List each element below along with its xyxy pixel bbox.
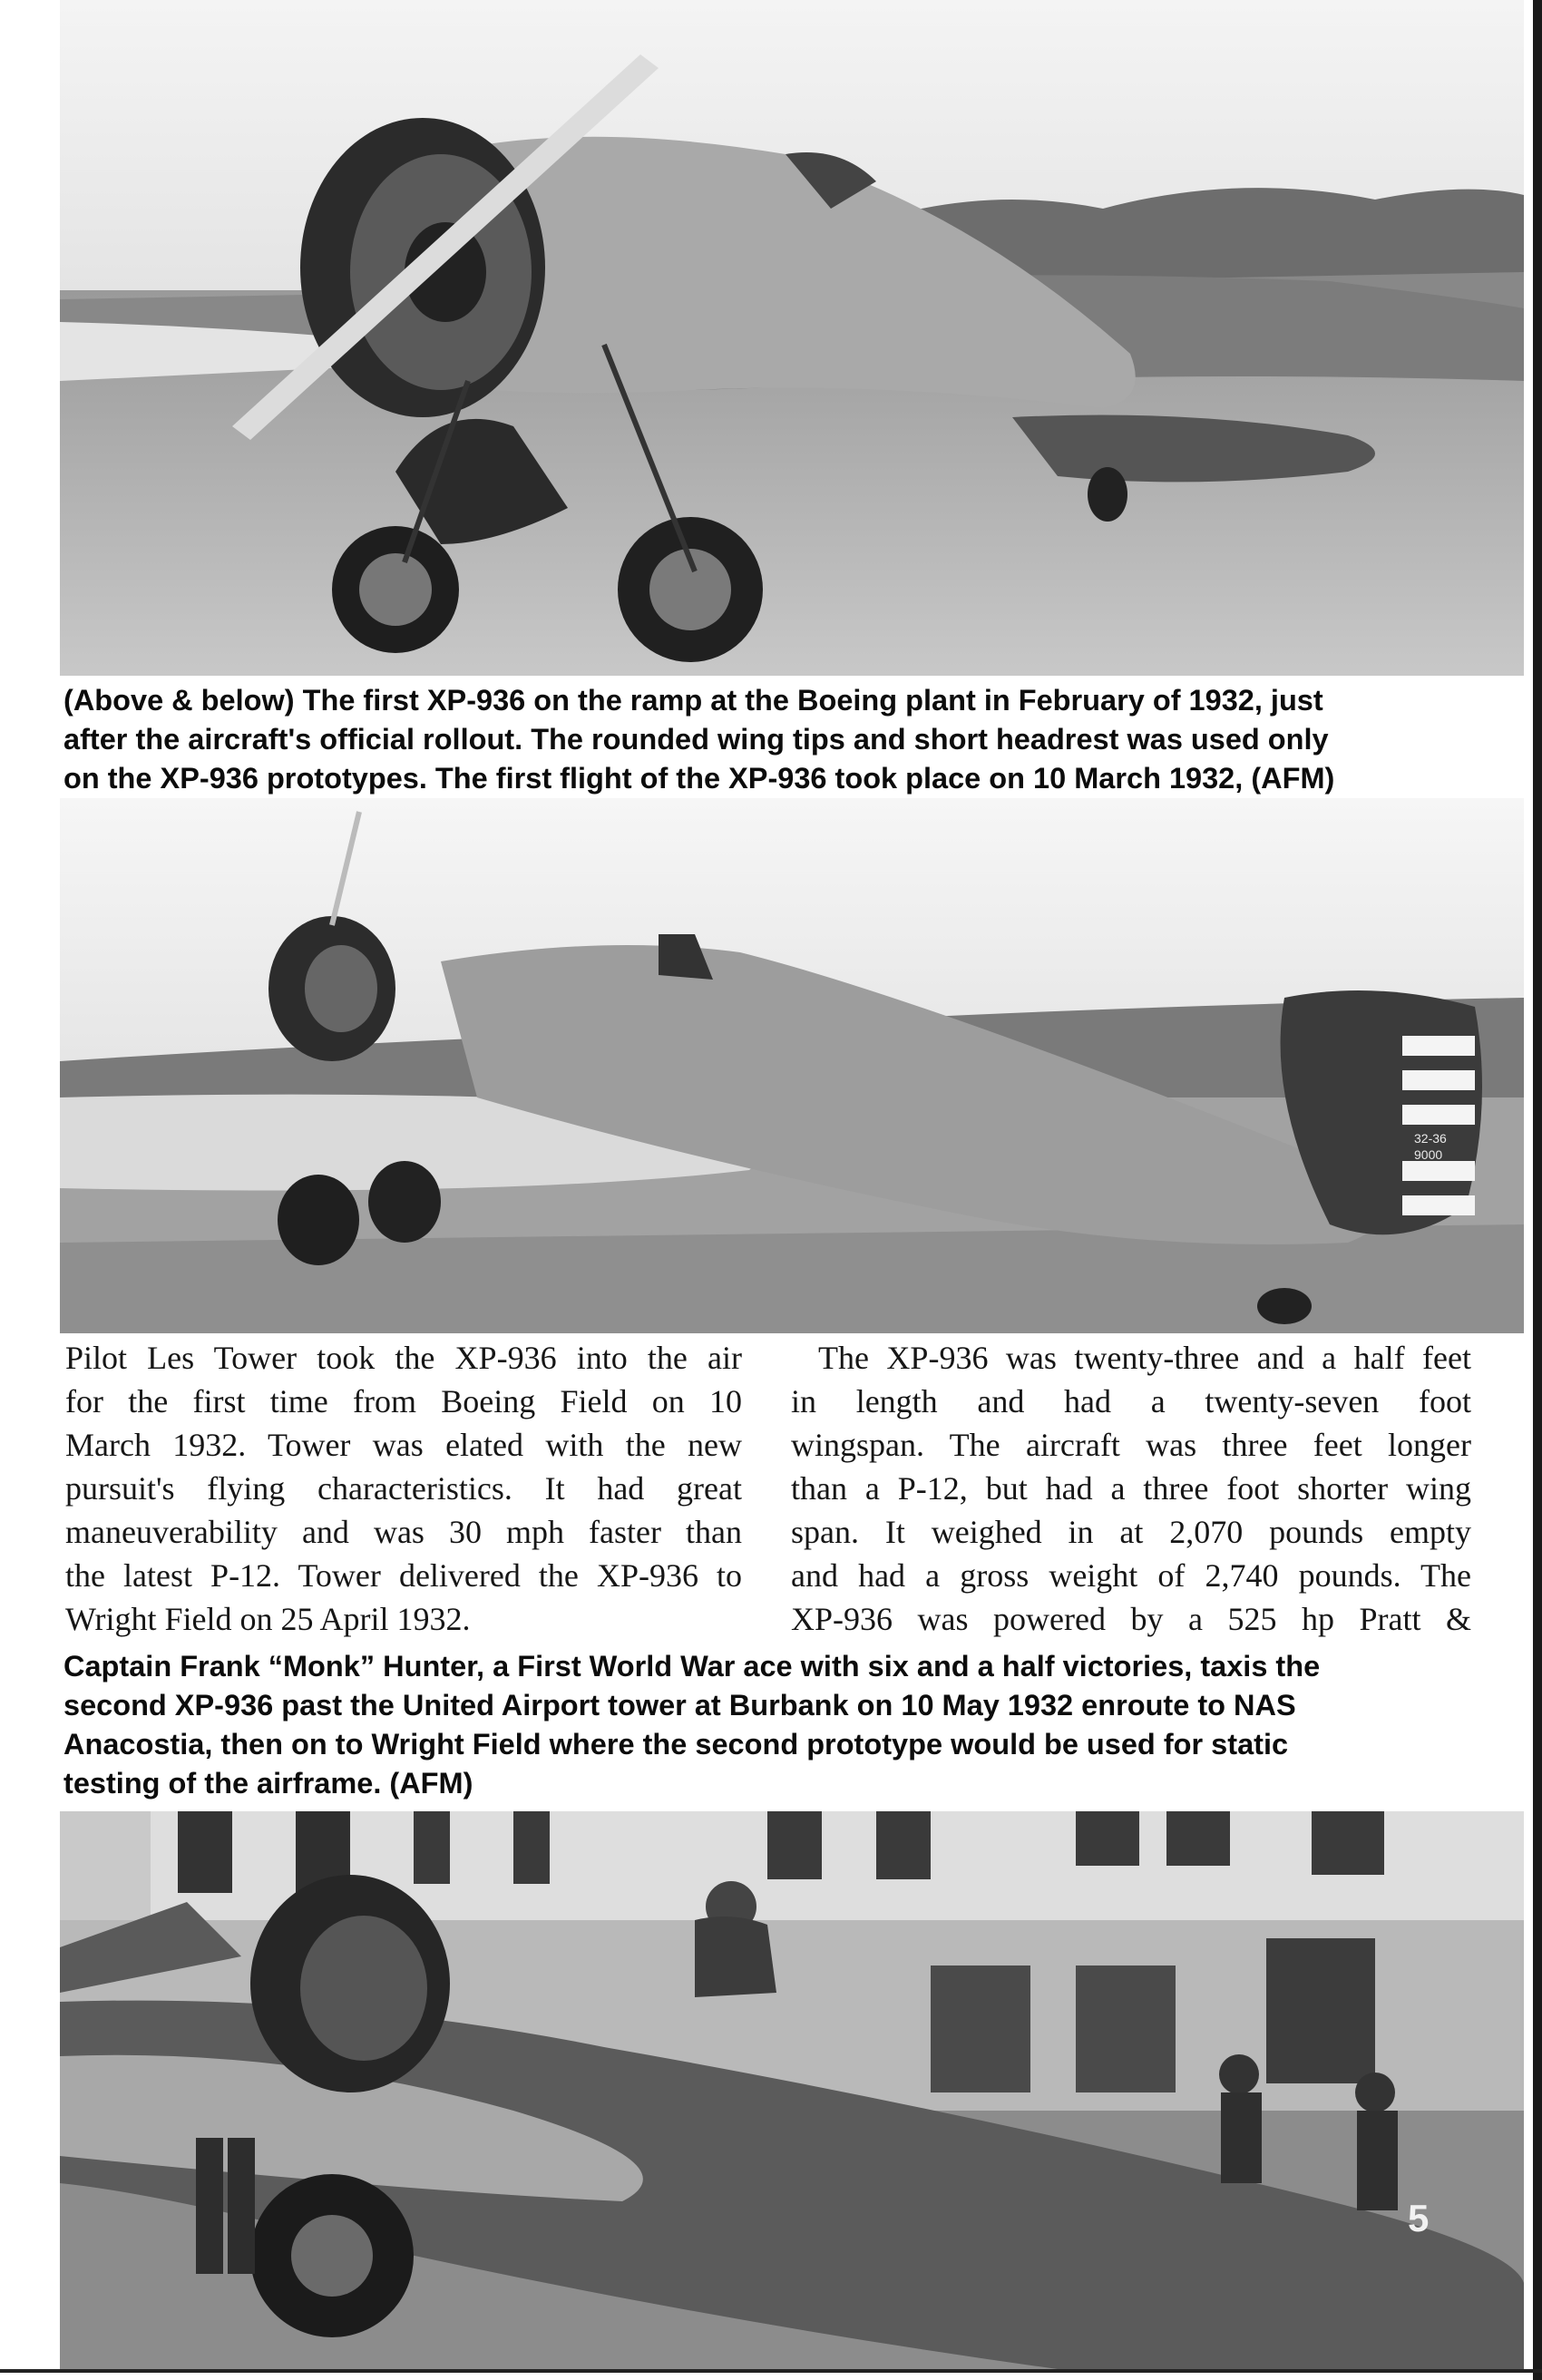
body-line: The XP-936 was twenty-three and a half feet [818,1340,1471,1376]
photo-xp936-taxiing [60,1811,1524,2369]
body-text-left [65,1336,742,1641]
caption-top-line: after the aircraft's official rollout. The rounded wing tips and short headrest was used only [63,723,1329,756]
body-line: wingspan. The aircraft was three feet longer [791,1427,1471,1463]
airplane-photo-icon [60,0,1524,676]
body-line: maneuverability and was 30 mph faster than [65,1514,742,1550]
body-line: Wright Field on 25 April 1932. [65,1601,471,1637]
page-edge [1533,0,1542,2380]
tail-serial-2: 9000 [1414,1147,1443,1162]
body-line: XP-936 was powered by a 525 hp Pratt & [791,1601,1471,1637]
caption-bottom [63,1647,1469,1803]
page-number: 5 [1408,2197,1430,2239]
body-line: the latest P-12. Tower delivered the XP-936 to [65,1557,742,1594]
body-line: span. It weighed in at 2,070 pounds empty [791,1514,1471,1550]
caption-bottom-line: Captain Frank “Monk” Hunter, a First World War ace with six and a half victories, taxis the [63,1650,1321,1683]
caption-bottom-line: Anacostia, then on to Wright Field where the second prototype would be used for static [63,1728,1289,1761]
photo-xp936-front [60,0,1524,676]
caption-top-line: on the XP-936 prototypes. The first flight of the XP-936 took place on 10 March 1932, (AFM) [63,762,1335,795]
caption-bottom-line: second XP-936 past the United Airport tower at Burbank on 10 May 1932 enroute to NAS [63,1689,1296,1722]
body-line: and had a gross weight of 2,740 pounds. The [791,1557,1471,1594]
tail-serial-1: 32-36 [1414,1131,1447,1146]
photo-xp936-side [60,798,1524,1333]
airplane-photo-icon [60,798,1524,1333]
body-line: in length and had a twenty-seven foot [791,1383,1471,1419]
caption-top [63,681,1469,798]
body-text-right [791,1336,1471,1641]
body-line: than a P-12, but had a three foot shorter wing [791,1470,1471,1507]
caption-bottom-line: testing of the airframe. (AFM) [63,1767,473,1800]
body-line: pursuit's flying characteristics. It had great [65,1470,742,1507]
body-line: Pilot Les Tower took the XP-936 into the air [65,1340,742,1376]
caption-top-line: (Above & below) The first XP-936 on the ramp at the Boeing plant in February of 1932, just [63,684,1323,717]
page-bottom-border [0,2369,1542,2373]
airplane-photo-icon [60,1811,1524,2369]
body-line: March 1932. Tower was elated with the new [65,1427,742,1463]
body-line: for the first time from Boeing Field on 10 [65,1383,742,1419]
